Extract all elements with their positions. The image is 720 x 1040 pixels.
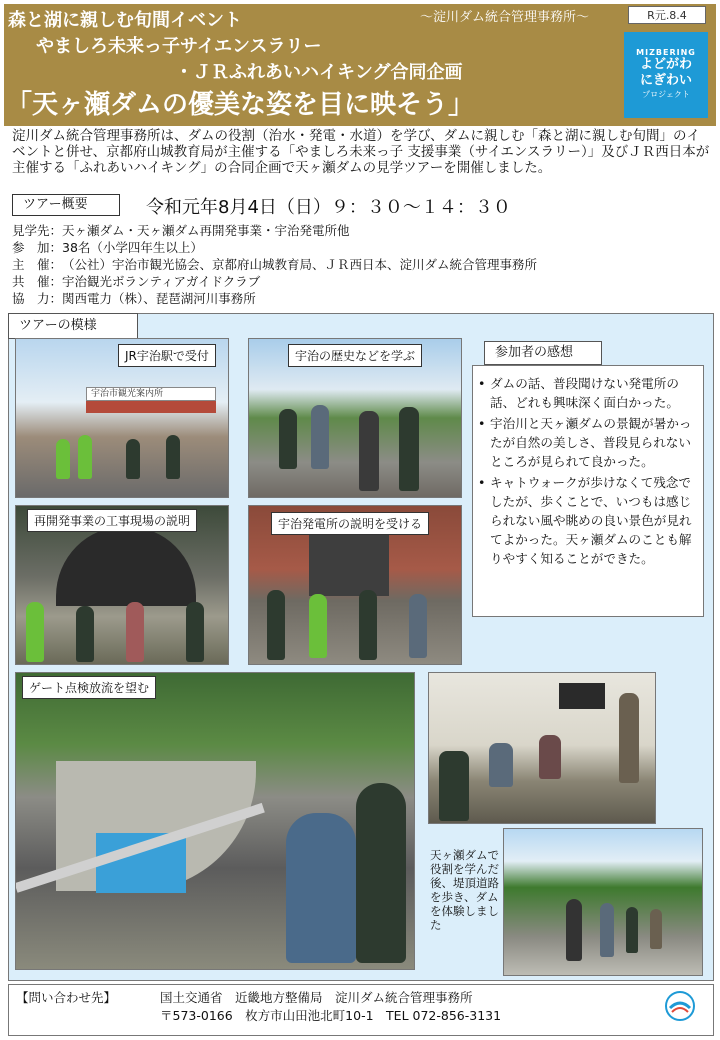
person [356, 783, 406, 963]
person [359, 411, 379, 491]
impression-text: ダムの話、普段聞けない発電所の話、どれも興味深く面白かった。 [490, 376, 679, 410]
tour-details [12, 222, 537, 307]
bullet-icon: • [478, 376, 486, 391]
photo-caption-history: 宇治の歴史などを学ぶ [288, 344, 422, 367]
impression-text: 宇治川と天ヶ瀬ダムの景観が暑かったが自然の美しさ、普段見られないところが見られて良かった。 [490, 416, 692, 469]
tourist-office-sign: 宇治市観光案内所 [86, 387, 216, 401]
office-name: ～淀川ダム統合管理事務所～ [420, 10, 590, 25]
contact-organization: 国土交通省 近畿地方整備局 淀川ダム統合管理事務所 [160, 990, 473, 1005]
photo-caption-reception: JR宇治駅で受付 [118, 344, 216, 367]
detail-row-cosponsor [12, 273, 537, 290]
contact-label: 【問い合わせ先】 [16, 990, 117, 1005]
station-door [309, 526, 389, 596]
tour-photo-panel-title: ツアーの模様 [8, 313, 138, 339]
person [166, 435, 180, 479]
person [626, 907, 638, 953]
detail-label: 協 力： [12, 291, 63, 306]
bullet-icon: • [478, 475, 486, 490]
header-line-1: 森と湖に親しむ旬間イベント [8, 10, 242, 31]
intro-paragraph: 淀川ダム統合管理事務所は、ダムの役割（治水・発電・水道）を学び、ダムに親しむ「森と湖に親しむ旬間」のイベントと併せ、京都府山城教育局が主催する「やましろ未来っ子 支援事業（サイエンスラリー）」及びＪＲ西日本が主催する「ふれあいハイキング」の合同企画で天ヶ瀬ダムの見学ツアーを開催しました。 [12, 128, 710, 176]
person [409, 594, 427, 658]
photo-caption-power-station: 宇治発電所の説明を受ける [271, 512, 429, 535]
photo-dam-gate-discharge [15, 672, 415, 970]
header-line-2: やましろ未来っ子サイエンスラリー [36, 36, 322, 57]
awning [86, 401, 216, 413]
tour-overview-label: ツアー概要 [12, 194, 120, 216]
bullet-icon: • [478, 416, 486, 431]
detail-value: 38名（小学四年生以上） [62, 240, 203, 255]
person [619, 693, 639, 783]
detail-row-organizer [12, 256, 537, 273]
impression-item [478, 414, 700, 471]
person [311, 405, 329, 469]
logo-line-2a: よどがわ [639, 57, 692, 72]
person [26, 602, 44, 662]
office-logo-icon [664, 990, 696, 1022]
impressions-title: 参加者の感想 [484, 341, 602, 365]
person [76, 606, 94, 662]
photo-caption-construction: 再開発事業の工事現場の説明 [27, 509, 197, 532]
person [279, 409, 297, 469]
tour-date: 令和元年8月4日（日）９：３０～１４：３０ [146, 197, 511, 218]
person [650, 909, 662, 949]
header-line-3: ・ＪＲふれあいハイキング合同企画 [175, 62, 463, 83]
detail-value: 天ヶ瀬ダム・天ヶ瀬ダム再開発事業・宇治発電所他 [62, 223, 350, 238]
impressions-list [478, 374, 700, 570]
detail-label: 共 催： [12, 274, 63, 289]
date-badge: R元.8.4 [628, 6, 706, 24]
logo-line-3: プロジェクト [642, 90, 690, 99]
person [309, 594, 327, 658]
person [78, 435, 92, 479]
impression-item [478, 473, 700, 568]
photo-caption-gate-discharge: ゲート点検放流を望む [22, 676, 156, 699]
photo-lecture-room [428, 672, 656, 824]
person [126, 602, 144, 662]
detail-label: 参 加： [12, 240, 63, 255]
impression-text: キャトウォークが歩けなくて残念でしたが、歩くことで、いつもは感じられない風や眺めの良い景色が見れてよかった。天ヶ瀬ダムのことも解りやすく知ることができた。 [490, 475, 692, 566]
detail-value: （公社）宇治市観光協会、京都府山城教育局、ＪＲ西日本、淀川ダム統合管理事務所 [62, 257, 538, 272]
person [286, 813, 356, 963]
detail-value: 関西電力（株）、琵琶湖河川事務所 [62, 291, 256, 306]
mizbering-logo [624, 32, 708, 118]
person [126, 439, 140, 479]
photo-dam-crest-walk [503, 828, 703, 976]
person [399, 407, 419, 491]
person [566, 899, 582, 961]
person [539, 735, 561, 779]
logo-line-2b: にぎわい [639, 73, 692, 88]
person [267, 590, 285, 660]
detail-value: 宇治観光ボランティアガイドクラブ [62, 274, 261, 289]
detail-label: 見学先： [12, 223, 63, 238]
contact-address: 〒573-0166 枚方市山田池北町10-1 TEL 072-856-3131 [160, 1008, 502, 1023]
page-title: 「天ヶ瀬ダムの優美な姿を目に映そう」 [6, 90, 475, 120]
impression-item [478, 374, 700, 412]
person [489, 743, 513, 787]
person [56, 439, 70, 479]
detail-row-cooperation [12, 290, 537, 307]
logo-line-1: MIZBERING [636, 48, 696, 57]
person [600, 903, 614, 957]
monitor [559, 683, 605, 709]
person [359, 590, 377, 660]
detail-row-destination [12, 222, 537, 239]
person [439, 751, 469, 821]
detail-row-participants [12, 239, 537, 256]
person [186, 602, 204, 662]
photo-caption-crest-walk: 天ヶ瀬ダムで役割を学んだ後、堤頂道路を歩き、ダムを体験しました [430, 848, 499, 932]
detail-label: 主 催： [12, 257, 63, 272]
tunnel-portal [56, 526, 196, 606]
